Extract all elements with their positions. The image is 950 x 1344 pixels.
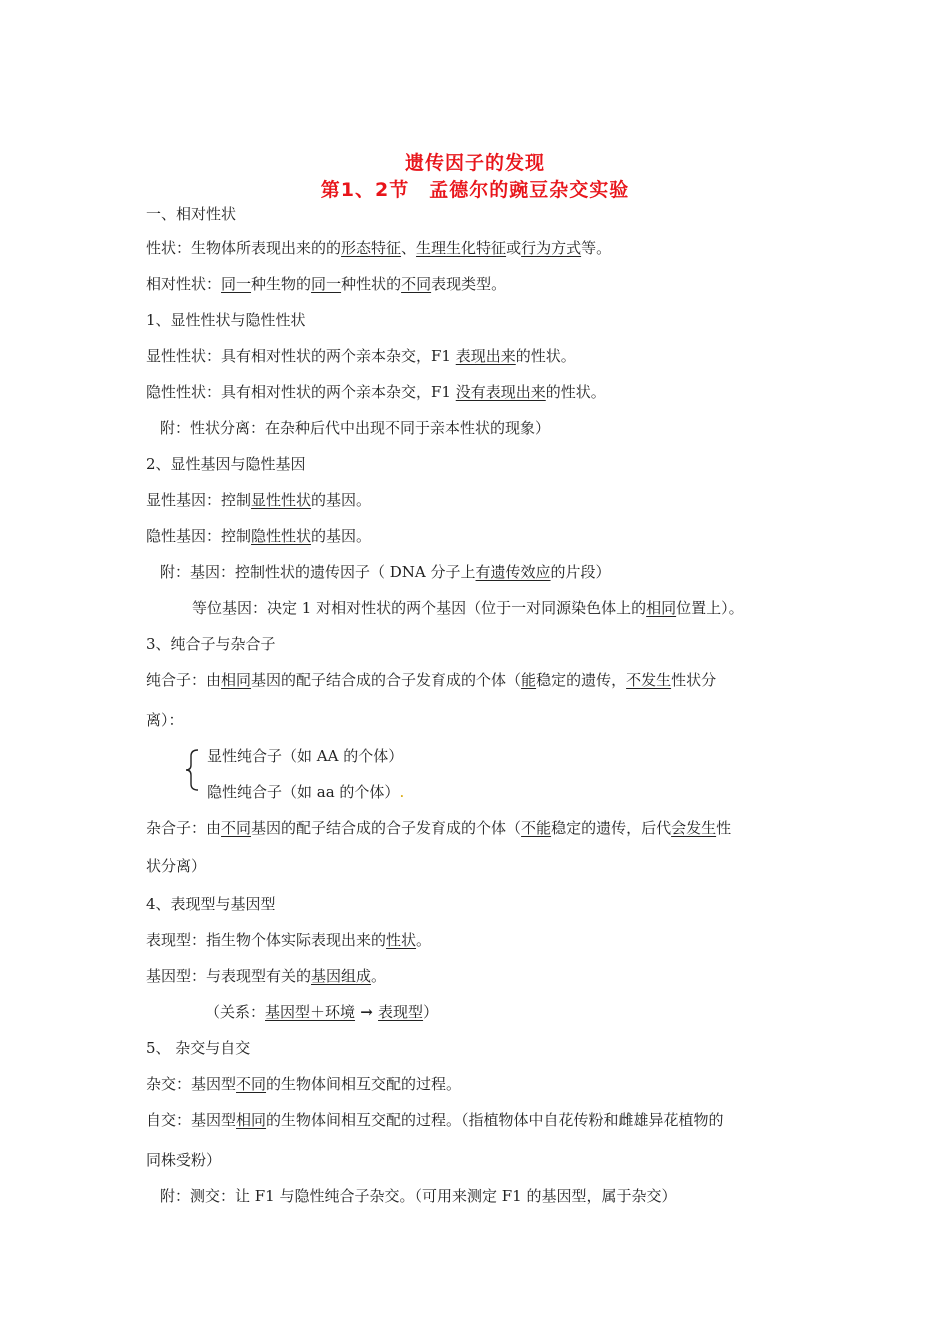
sub-item-recessive-homozygote: 隐性纯合子（如 aa 的个体）. — [207, 783, 405, 801]
brace-icon — [183, 748, 203, 792]
definition-heterozygote: 杂合子：由不同基因的配子结合成的合子发育成的个体（不能稳定的遗传，后代会发生性 — [146, 819, 732, 837]
definition-allele: 等位基因：决定 1 对相对性状的两个基因（位于一对同源染色体上的相同位置上）。 — [192, 599, 744, 617]
definition-selfing: 自交：基因型相同的生物体间相互交配的过程。（指植物体中自花传粉和雌雄异花植物的 — [146, 1111, 724, 1129]
definition-selfing-continued: 同株受粉） — [146, 1151, 222, 1169]
definition-homozygote: 纯合子：由相同基因的配子结合成的合子发育成的个体（能稳定的遗传，不发生性状分 — [146, 671, 717, 689]
definition-dominant-gene: 显性基因：控制显性性状的基因。 — [146, 491, 372, 509]
section-title: 第1、2节 孟德尔的豌豆杂交实验 — [320, 179, 630, 201]
heading-relative-traits: 一、相对性状 — [146, 205, 237, 223]
definition-heterozygote-continued: 状分离） — [146, 857, 207, 875]
heading-phenotype-genotype: 4、表现型与基因型 — [146, 895, 276, 913]
heading-dominant-recessive-genes: 2、显性基因与隐性基因 — [146, 455, 306, 473]
note-test-cross: 附：测交：让 F1 与隐性纯合子杂交。（可用来测定 F1 的基因型，属于杂交） — [160, 1187, 677, 1205]
definition-phenotype: 表现型：指生物个体实际表现出来的性状。 — [146, 931, 432, 949]
relation-formula: （关系：基因型＋环境 → 表现型） — [205, 1003, 439, 1021]
definition-dominant-trait: 显性性状：具有相对性状的两个亲本杂交，F1 表现出来的性状。 — [146, 347, 576, 365]
definition-genotype: 基因型：与表现型有关的基因组成。 — [146, 967, 387, 985]
heading-homozygote-heterozygote: 3、纯合子与杂合子 — [146, 635, 276, 653]
definition-trait: 性状：生物体所表现出来的的形态特征、生理生化特征或行为方式等。 — [146, 239, 612, 257]
definition-relative-trait: 相对性状：同一种生物的同一种性状的不同表现类型。 — [146, 275, 507, 293]
definition-recessive-trait: 隐性性状：具有相对性状的两个亲本杂交，F1 没有表现出来的性状。 — [146, 383, 606, 401]
definition-homozygote-continued: 离）： — [146, 711, 184, 729]
definition-cross: 杂交：基因型不同的生物体间相互交配的过程。 — [146, 1075, 462, 1093]
heading-cross-selfing: 5、 杂交与自交 — [146, 1039, 251, 1057]
definition-recessive-gene: 隐性基因：控制隐性性状的基因。 — [146, 527, 372, 545]
note-trait-segregation: 附：性状分离：在杂种后代中出现不同于亲本性状的现象） — [160, 419, 551, 437]
sub-item-dominant-homozygote: 显性纯合子（如 AA 的个体） — [207, 747, 404, 765]
document-title: 遗传因子的发现 — [404, 152, 545, 174]
heading-dominant-recessive-traits: 1、显性性状与隐性性状 — [146, 311, 306, 329]
note-gene: 附：基因：控制性状的遗传因子（ DNA 分子上有遗传效应的片段） — [160, 563, 611, 581]
